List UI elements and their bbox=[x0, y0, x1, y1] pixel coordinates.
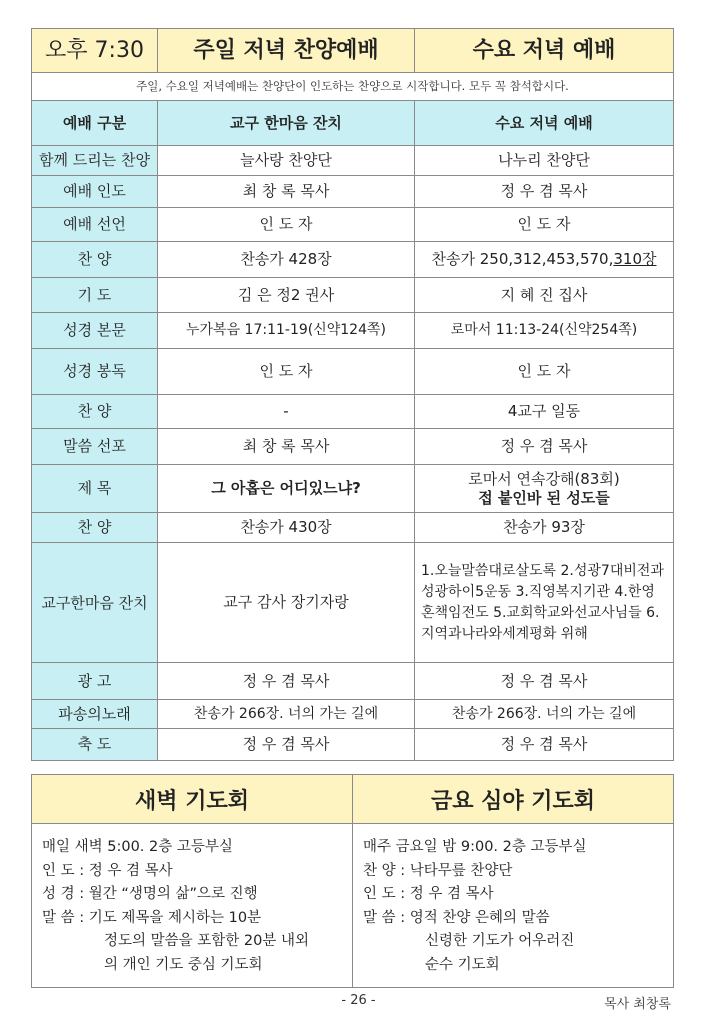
sunday-cell: 인 도 자 bbox=[158, 208, 415, 242]
list-item: 순수 기도회 bbox=[425, 956, 500, 973]
row-label: 성경 본문 bbox=[32, 313, 158, 349]
column-header-row bbox=[32, 101, 674, 146]
row-label: 성경 봉독 bbox=[32, 349, 158, 395]
page-number: - 26 - bbox=[341, 993, 376, 1008]
wednesday-cell: 정 우 겸 목사 bbox=[415, 663, 674, 700]
table-row bbox=[32, 349, 674, 395]
table-row bbox=[32, 208, 674, 242]
prayer-body-row bbox=[32, 824, 674, 988]
row-label: 축 도 bbox=[32, 729, 158, 761]
table-row bbox=[32, 465, 674, 513]
wednesday-cell bbox=[415, 465, 674, 513]
row-label: 제 목 bbox=[32, 465, 158, 513]
header-row bbox=[32, 29, 674, 73]
row-label: 함께 드리는 찬양 bbox=[32, 146, 158, 176]
worship-schedule-table bbox=[31, 28, 674, 761]
attendance-note: 주일, 수요일 저녁예배는 찬양단이 인도하는 찬양으로 시작합니다. 모두 꼭 참석합시다. bbox=[32, 73, 674, 101]
sunday-cell: 누가복음 17:11-19(신약124쪽) bbox=[158, 313, 415, 349]
wednesday-cell: 지 혜 진 집사 bbox=[415, 278, 674, 313]
sunday-cell: 최 창 록 목사 bbox=[158, 429, 415, 465]
sermon-series: 로마서 연속강해(83회) bbox=[468, 469, 620, 488]
row-label: 찬 양 bbox=[32, 242, 158, 278]
dawn-prayer-details bbox=[32, 824, 353, 988]
table-row bbox=[32, 700, 674, 729]
sermon-title: 접 붙인바 된 성도들 bbox=[478, 488, 610, 507]
list-item: 신령한 기도가 어우러진 bbox=[425, 933, 575, 949]
note-row bbox=[32, 73, 674, 101]
table-row bbox=[32, 176, 674, 208]
sunday-cell: 늘사랑 찬양단 bbox=[158, 146, 415, 176]
list-item: 찬 양 : 낙타무릎 찬양단 bbox=[363, 862, 513, 879]
friday-prayer-details bbox=[353, 824, 674, 988]
wednesday-cell: 4교구 일동 bbox=[415, 395, 674, 429]
row-label: 예배 인도 bbox=[32, 176, 158, 208]
row-label: 찬 양 bbox=[32, 513, 158, 543]
prayer-header-row bbox=[32, 775, 674, 824]
row-label: 찬 양 bbox=[32, 395, 158, 429]
service-time: 오후 7:30 bbox=[32, 29, 158, 73]
table-row bbox=[32, 513, 674, 543]
prayer-meetings-table bbox=[31, 774, 674, 988]
dawn-prayer-title: 새벽 기도회 bbox=[32, 775, 353, 824]
prayer-topics: 1.오늘말씀대로살도록 2.성광7대비전과 성광하이5운동 3.직영복지기관 4.한영혼책임전도 5.교회학교와선교사님들 6.지역과나라와세계평화 위해 bbox=[415, 543, 674, 663]
list-item: 인 도 : 정 우 겸 목사 bbox=[42, 862, 173, 879]
wednesday-cell: 정 우 겸 목사 bbox=[415, 729, 674, 761]
sunday-cell: - bbox=[158, 395, 415, 429]
table-row bbox=[32, 429, 674, 465]
table-row bbox=[32, 729, 674, 761]
wednesday-cell: 찬송가 266장. 너의 가는 길에 bbox=[415, 700, 674, 729]
list-item: 매일 새벽 5:00. 2층 고등부실 bbox=[42, 839, 233, 855]
table-row bbox=[32, 543, 674, 663]
table-row bbox=[32, 278, 674, 313]
footer-author: 목사 최창록 bbox=[604, 997, 671, 1012]
wednesday-cell: 인 도 자 bbox=[415, 208, 674, 242]
wednesday-cell: 로마서 11:13-24(신약254쪽) bbox=[415, 313, 674, 349]
list-item: 매주 금요일 밤 9:00. 2층 고등부실 bbox=[363, 839, 587, 855]
sunday-cell: 김 은 정2 권사 bbox=[158, 278, 415, 313]
friday-prayer-title: 금요 심야 기도회 bbox=[353, 775, 674, 824]
sunday-cell: 교구 감사 장기자랑 bbox=[158, 543, 415, 663]
table-row bbox=[32, 146, 674, 176]
table-row bbox=[32, 313, 674, 349]
sermon-title: 그 아홉은 어디있느냐? bbox=[158, 465, 415, 513]
row-label: 교구한마음 잔치 bbox=[32, 543, 158, 663]
list-item: 말 씀 : 기도 제목을 제시하는 10분 bbox=[42, 909, 262, 926]
sunday-cell: 찬송가 428장 bbox=[158, 242, 415, 278]
table-row bbox=[32, 663, 674, 700]
sunday-cell: 정 우 겸 목사 bbox=[158, 663, 415, 700]
wednesday-cell: 나누리 찬양단 bbox=[415, 146, 674, 176]
list-item: 말 씀 : 영적 찬양 은혜의 말씀 bbox=[363, 909, 550, 926]
column-header-label: 예배 구분 bbox=[32, 101, 158, 146]
sunday-cell: 정 우 겸 목사 bbox=[158, 729, 415, 761]
list-item: 의 개인 기도 중심 기도회 bbox=[104, 956, 263, 973]
hymn-list-tail: 310장 bbox=[613, 250, 657, 268]
column-header-wednesday: 수요 저녁 예배 bbox=[415, 101, 674, 146]
column-header-sunday: 교구 한마음 잔치 bbox=[158, 101, 415, 146]
wednesday-cell: 찬송가 93장 bbox=[415, 513, 674, 543]
row-label: 기 도 bbox=[32, 278, 158, 313]
table-row bbox=[32, 242, 674, 278]
wednesday-cell bbox=[415, 242, 674, 278]
list-item: 정도의 말씀을 포함한 20분 내외 bbox=[104, 933, 309, 949]
wednesday-cell: 정 우 겸 목사 bbox=[415, 429, 674, 465]
sunday-service-title: 주일 저녁 찬양예배 bbox=[158, 29, 415, 73]
list-item: 인 도 : 정 우 겸 목사 bbox=[363, 886, 494, 902]
row-label: 말씀 선포 bbox=[32, 429, 158, 465]
sunday-cell: 찬송가 430장 bbox=[158, 513, 415, 543]
table-row bbox=[32, 395, 674, 429]
list-item: 성 경 : 월간 “생명의 삶”으로 진행 bbox=[42, 886, 258, 902]
sunday-cell: 인 도 자 bbox=[158, 349, 415, 395]
hymn-list: 찬송가 250,312,453,570, bbox=[431, 250, 614, 268]
sunday-cell: 최 창 록 목사 bbox=[158, 176, 415, 208]
wednesday-service-title: 수요 저녁 예배 bbox=[415, 29, 674, 73]
sunday-cell: 찬송가 266장. 너의 가는 길에 bbox=[158, 700, 415, 729]
row-label: 광 고 bbox=[32, 663, 158, 700]
row-label: 예배 선언 bbox=[32, 208, 158, 242]
wednesday-cell: 정 우 겸 목사 bbox=[415, 176, 674, 208]
wednesday-cell: 인 도 자 bbox=[415, 349, 674, 395]
row-label: 파송의노래 bbox=[32, 700, 158, 729]
